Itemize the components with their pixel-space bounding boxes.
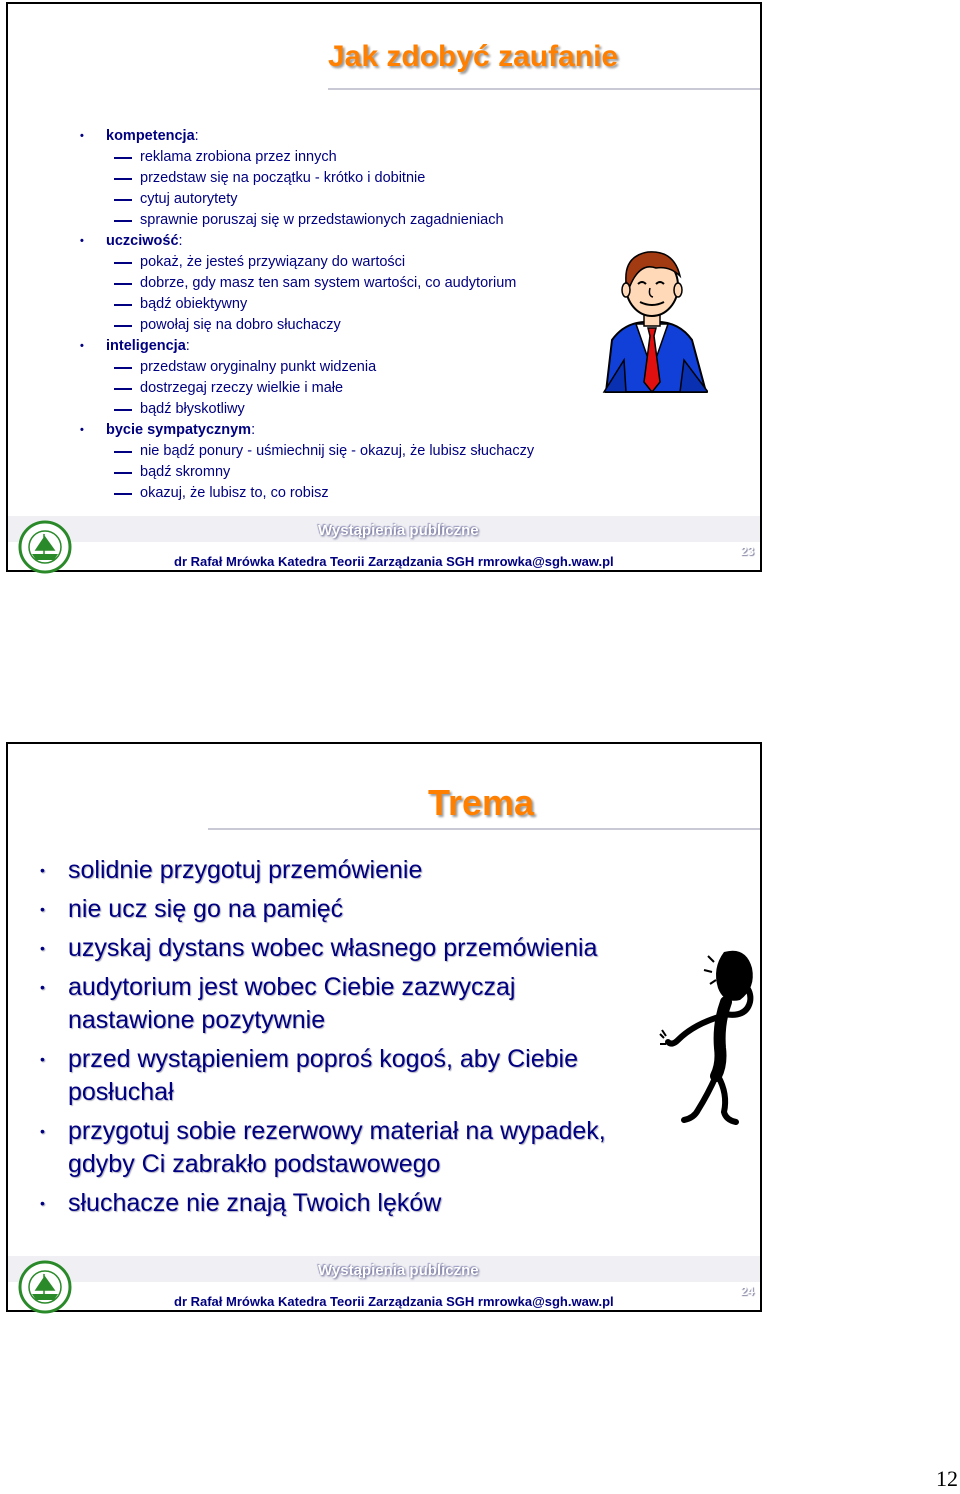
list-item: bądź błyskotliwy xyxy=(72,399,592,420)
section-heading: • inteligencja: xyxy=(72,336,592,357)
title-underline xyxy=(328,88,760,90)
dash-icon xyxy=(114,472,132,474)
dash-icon xyxy=(114,199,132,201)
bullet-icon: • xyxy=(80,424,84,436)
list-item: reklama zrobiona przez innych xyxy=(72,147,592,168)
dash-icon xyxy=(114,283,132,285)
bullet-icon: • xyxy=(40,940,45,956)
dash-icon xyxy=(114,409,132,411)
list-item: cytuj autorytety xyxy=(72,189,592,210)
dash-icon xyxy=(114,325,132,327)
bullet-icon: • xyxy=(40,1123,45,1139)
slide-outline xyxy=(72,126,592,504)
dash-icon xyxy=(114,262,132,264)
bullet-icon: • xyxy=(80,340,84,352)
list-item: powołaj się na dobro słuchaczy xyxy=(72,315,592,336)
slide-title: Jak zdobyć zaufanie xyxy=(328,40,619,73)
sheet-page-number: 12 xyxy=(936,1466,958,1491)
worried-stick-figure-icon xyxy=(654,944,764,1134)
slide-outline xyxy=(36,854,646,1226)
bullet-icon: • xyxy=(40,901,45,917)
list-item: • nie ucz się go na pamięć xyxy=(36,893,646,926)
list-item: • audytorium jest wobec Ciebie zazwyczaj nastawione pozytywnie xyxy=(40,973,516,1034)
sgh-ship-seal-icon xyxy=(18,520,72,574)
footer-author: dr Rafał Mrówka Katedra Teorii Zarządzania SGH rmrowka@sgh.waw.pl xyxy=(174,554,614,569)
dash-icon xyxy=(114,157,132,159)
list-item: dobrze, gdy masz ten sam system wartości, co audytorium xyxy=(72,273,592,294)
businessman-clipart-icon xyxy=(596,242,708,402)
list-item: okazuj, że lubisz to, co robisz xyxy=(72,483,592,504)
dash-icon xyxy=(114,367,132,369)
list-item: pokaż, że jesteś przywiązany do wartości xyxy=(72,252,592,273)
list-item: sprawnie poruszaj się w przedstawionych zagadnieniach xyxy=(72,210,592,231)
bullet-icon: • xyxy=(40,1051,45,1067)
slide-number: 23 xyxy=(740,544,754,558)
dash-icon xyxy=(114,220,132,222)
footer-author: dr Rafał Mrówka Katedra Teorii Zarządzania SGH rmrowka@sgh.waw.pl xyxy=(174,1294,614,1309)
bullet-icon: • xyxy=(80,235,84,247)
section-heading: • uczciwość: xyxy=(72,231,592,252)
list-item: nie bądź ponury - uśmiechnij się - okazuj, że lubisz słuchaczy xyxy=(72,441,592,462)
dash-icon xyxy=(114,304,132,306)
list-item: przedstaw oryginalny punkt widzenia xyxy=(72,357,592,378)
dash-icon xyxy=(114,451,132,453)
section-heading: • kompetencja: xyxy=(72,126,592,147)
slide-1 xyxy=(6,2,762,572)
list-item: • przed wystąpieniem poproś kogoś, aby Ciebie posłuchał xyxy=(40,1045,578,1106)
bullet-icon: • xyxy=(40,979,45,995)
footer-title: Wystąpienia publiczne xyxy=(318,1262,479,1279)
slide-2 xyxy=(6,742,762,1312)
bullet-icon: • xyxy=(40,1195,45,1211)
bullet-icon: • xyxy=(40,862,45,878)
list-item: bądź skromny xyxy=(72,462,592,483)
sgh-ship-seal-icon xyxy=(18,1260,72,1314)
footer-title: Wystąpienia publiczne xyxy=(318,522,479,539)
dash-icon xyxy=(114,493,132,495)
bullet-icon: • xyxy=(80,130,84,142)
list-item: przedstaw się na początku - krótko i dobitnie xyxy=(72,168,592,189)
list-item: • solidnie przygotuj przemówienie xyxy=(36,854,646,887)
list-item: dostrzegaj rzeczy wielkie i małe xyxy=(72,378,592,399)
list-item: • uzyskaj dystans wobec własnego przemówienia xyxy=(36,932,646,965)
title-underline xyxy=(208,828,760,830)
list-item: • przygotuj sobie rezerwowy materiał na wypadek, gdyby Ci zabrakło podstawowego xyxy=(40,1117,606,1178)
section-heading: • bycie sympatycznym: xyxy=(72,420,592,441)
slide-number: 24 xyxy=(740,1284,754,1298)
slide-title: Trema xyxy=(428,782,535,823)
dash-icon xyxy=(114,388,132,390)
list-item: bądź obiektywny xyxy=(72,294,592,315)
list-item: • słuchacze nie znają Twoich lęków xyxy=(36,1187,646,1220)
dash-icon xyxy=(114,178,132,180)
